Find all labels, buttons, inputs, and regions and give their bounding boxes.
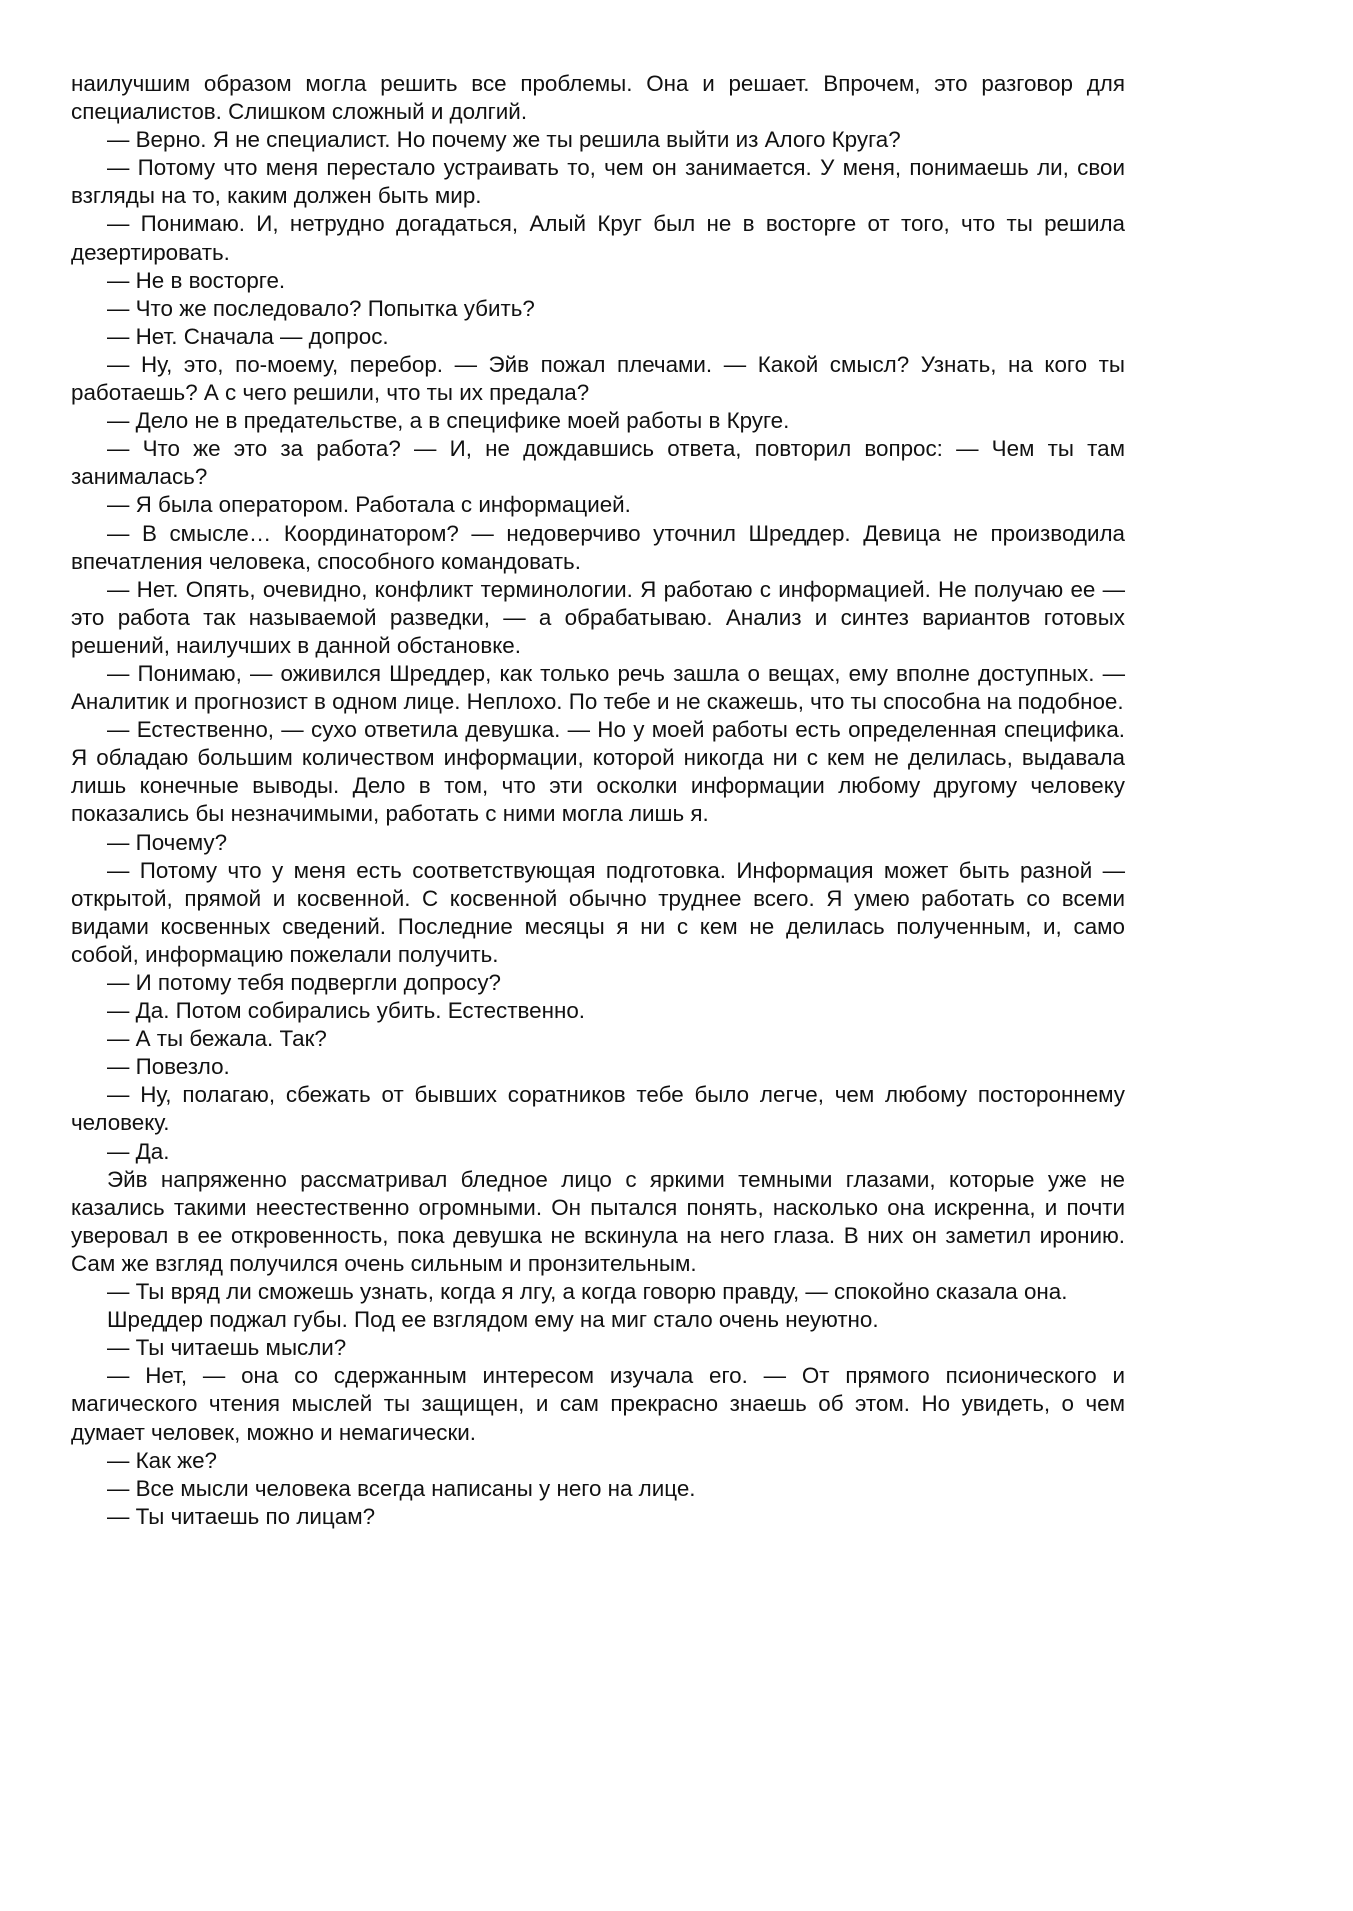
paragraph: — Ты читаешь по лицам? [107, 1503, 376, 1529]
paragraph: — Не в восторге. [107, 267, 286, 293]
paragraph: — Ты вряд ли сможешь узнать, когда я лгу, а когда говорю правду, — спокойно сказала она. [107, 1279, 1068, 1305]
paragraph: — А ты бежала. Так? [107, 1026, 327, 1052]
paragraph: — Естественно, — сухо ответила девушка. — Но у моей работы есть определенная специфика. Я обладаю большим количеством информации, которой никогда ни с кем не делилась, выдавала лишь конечные выводы. Дело в том, что эти осколки информации любому другому человеку показались бы незначимыми, работать с ними могла лишь я. [71, 717, 1125, 827]
paragraph: — Дело не в предательстве, а в специфике моей работы в Круге. [107, 408, 790, 434]
paragraph: — Что же это за работа? — И, не дождавшись ответа, повторил вопрос: — Чем ты там занималась? [71, 436, 1125, 490]
paragraph: — Я была оператором. Работала с информацией. [107, 492, 631, 518]
paragraph: — Как же? [107, 1447, 218, 1473]
paragraph: — Потому что меня перестало устраивать то, чем он занимается. У меня, понимаешь ли, свои взгляды на то, каким должен быть мир. [71, 155, 1125, 209]
paragraph: — Потому что у меня есть соответствующая подготовка. Информация может быть разной — открытой, прямой и косвенной. С косвенной обычно труднее всего. Я умею работать со всеми видами косвенных сведений. Последние месяцы я ни с кем не делилась полученным, и, само собой, информацию пожелали получить. [71, 857, 1125, 967]
paragraph: — Да. [107, 1138, 170, 1164]
document-page [71, 70, 1125, 1531]
paragraph: Эйв напряженно рассматривал бледное лицо с яркими темными глазами, которые уже не казались такими неестественно огромными. Он пытался понять, насколько она искренна, и почти уверовал в ее откровенность, пока девушка не вскинула на него глаза. В них он заметил иронию. Сам же взгляд получился очень сильным и пронзительным. [71, 1166, 1125, 1276]
paragraph: — Нет. Опять, очевидно, конфликт терминологии. Я работаю с информацией. Не получаю ее — это работа так называемой разведки, — а обрабатываю. Анализ и синтез вариантов готовых решений, наилучших в данной обстановке. [71, 576, 1125, 658]
paragraph: — Повезло. [107, 1054, 230, 1080]
paragraph: наилучшим образом могла решить все проблемы. Она и решает. Впрочем, это разговор для специалистов. Слишком сложный и долгий. [71, 71, 1125, 125]
paragraph: — Все мысли человека всегда написаны у него на лице. [107, 1475, 696, 1501]
paragraph: — Почему? [107, 829, 228, 855]
paragraph: — И потому тебя подвергли допросу? [107, 970, 501, 995]
paragraph: — В смысле… Координатором? — недоверчиво уточнил Шреддер. Девица не производила впечатления человека, способного командовать. [71, 520, 1125, 574]
paragraph: — Нет. Сначала — допрос. [107, 323, 389, 349]
paragraph: — Нет, — она со сдержанным интересом изучала его. — От прямого псионического и магического чтения мыслей ты защищен, и сам прекрасно знаешь об этом. Но увидеть, о чем думает человек, можно и немагически. [71, 1363, 1125, 1445]
paragraph: — Понимаю. И, нетрудно догадаться, Алый Круг был не в восторге от того, что ты решила дезертировать. [71, 211, 1125, 265]
paragraph: — Понимаю, — оживился Шреддер, как только речь зашла о вещах, ему вполне доступных. — Аналитик и прогнозист в одном лице. Неплохо. По тебе и не скажешь, что ты способна на подобное. [71, 660, 1125, 715]
paragraph: — Да. Потом собирались убить. Естественно. [107, 998, 586, 1024]
paragraph: — Что же последовало? Попытка убить? [107, 295, 535, 321]
paragraph: — Ну, это, по-моему, перебор. — Эйв пожал плечами. — Какой смысл? Узнать, на кого ты работаешь? А с чего решили, что ты их предала? [71, 351, 1125, 406]
paragraph: — Ты читаешь мысли? [107, 1335, 347, 1361]
paragraph: — Верно. Я не специалист. Но почему же ты решила выйти из Алого Круга? [107, 127, 901, 153]
paragraph: — Ну, полагаю, сбежать от бывших соратников тебе было легче, чем любому постороннему человеку. [71, 1082, 1125, 1136]
paragraph: Шреддер поджал губы. Под ее взглядом ему на миг стало очень неуютно. [107, 1307, 879, 1333]
